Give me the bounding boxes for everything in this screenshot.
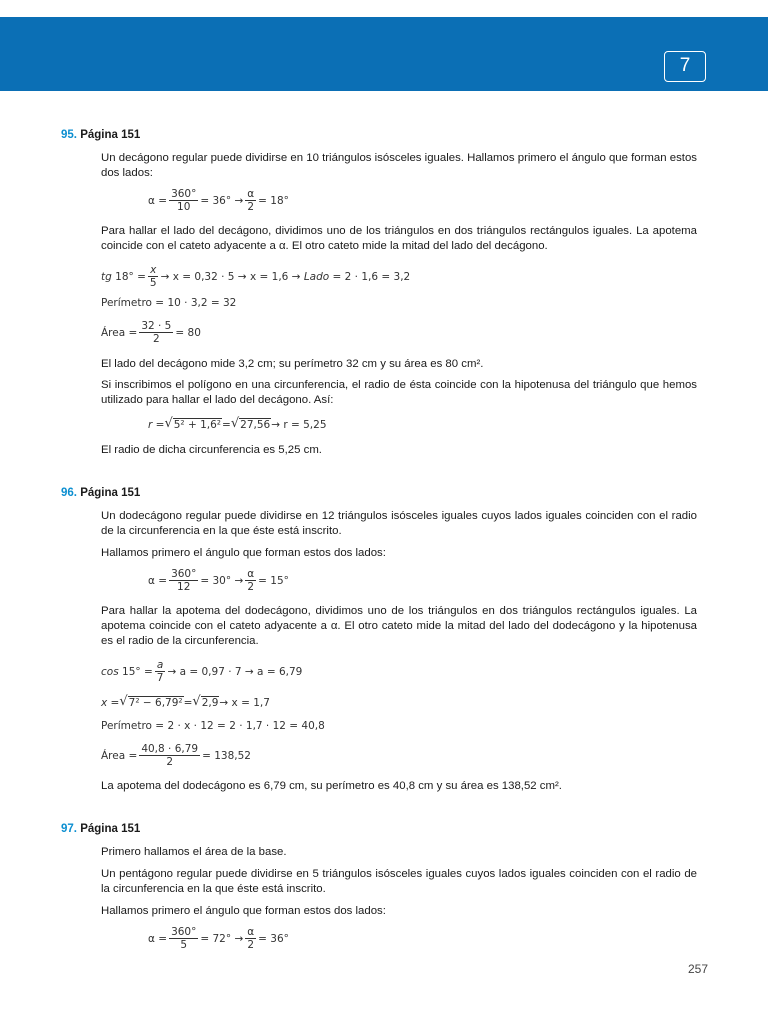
equation-area: Área = $\frac{32 \cdot 5}{2}$ = 80 bbox=[101, 320, 201, 345]
page-number: 257 bbox=[688, 962, 709, 976]
equation-alpha: α = $\frac{360^\circ}{10}$ = 36° → $\frac{\alpha}{2}$ = 18° bbox=[148, 188, 289, 213]
problem-page: Página 151 bbox=[80, 129, 141, 141]
paragraph: Hallamos primero el ángulo que forman estos dos lados: bbox=[101, 547, 386, 559]
paragraph: Un decágono regular puede dividirse en 10 triángulos isósceles iguales. Hallamos primero el ángulo que forman estos dos lados: bbox=[101, 152, 697, 179]
equation-perimeter: Perímetro = 10 · 3,2 = 32 bbox=[101, 297, 237, 309]
problem-page: Página 151 bbox=[80, 487, 141, 499]
paragraph: Si inscribimos el polígono en una circunferencia, el radio de ésta coincide con la hipotenusa del triángulo que hemos utilizado para hallar el lado del decágono. Así: bbox=[101, 379, 697, 406]
chapter-number: 7 bbox=[664, 51, 706, 82]
paragraph: Un dodecágono regular puede dividirse en 12 triángulos isósceles iguales cuyos lados iguales coinciden con el radio de la circunferencia en la que éste está inscrito. bbox=[101, 510, 697, 537]
paragraph: Hallamos primero el ángulo que forman estos dos lados: bbox=[101, 905, 386, 917]
equation-area: Área = $\frac{40,8 \cdot 6,79}{2}$ = 138,52 bbox=[101, 743, 251, 768]
problem-96-heading bbox=[61, 487, 140, 499]
equation-alpha: α = $\frac{360^\circ}{12}$ = 30° → $\frac{\alpha}{2}$ = 15° bbox=[148, 568, 289, 593]
equation-radius: r = √ 5² + 1,6² = √ 27,56 → r = 5,25 bbox=[148, 416, 327, 431]
equation-perimeter: Perímetro = 2 · x · 12 = 2 · 1,7 · 12 = 40,8 bbox=[101, 720, 325, 732]
paragraph: Primero hallamos el área de la base. bbox=[101, 846, 287, 858]
problem-number: 97. bbox=[61, 823, 77, 835]
equation-tangent: tg 18° = $\frac{x}{5}$ → x = 0,32 · 5 → x = 1,6 → Lado = 2 · 1,6 = 3,2 bbox=[101, 264, 411, 289]
problem-97-heading bbox=[61, 823, 140, 835]
problem-95-heading bbox=[61, 129, 140, 141]
equation-cosine: cos 15° = $\frac{a}{7}$ → a = 0,97 · 7 → a = 6,79 bbox=[101, 659, 303, 684]
paragraph: El lado del decágono mide 3,2 cm; su perímetro 32 cm y su área es 80 cm². bbox=[101, 358, 484, 370]
problem-number: 96. bbox=[61, 487, 77, 499]
paragraph: Para hallar el lado del decágono, dividimos uno de los triángulos en dos triángulos rectángulos iguales. La apotema coincide con el cateto adyacente a α. El otro cateto mide la mitad del lado del decágono. bbox=[101, 225, 697, 252]
equation-cathetus: x = √ 7² − 6,79² = √ 2,9 → x = 1,7 bbox=[101, 694, 270, 709]
equation-alpha: α = $\frac{360^\circ}{5}$ = 72° → $\frac{\alpha}{2}$ = 36° bbox=[148, 926, 289, 951]
paragraph: Un pentágono regular puede dividirse en 5 triángulos isósceles iguales cuyos lados iguales coinciden con el radio de la circunferencia en la que éste está inscrito. bbox=[101, 868, 697, 895]
problem-number: 95. bbox=[61, 129, 77, 141]
paragraph: El radio de dicha circunferencia es 5,25 cm. bbox=[101, 444, 322, 456]
header-band bbox=[0, 17, 768, 91]
paragraph: La apotema del dodecágono es 6,79 cm, su perímetro es 40,8 cm y su área es 138,52 cm². bbox=[101, 780, 562, 792]
paragraph: Para hallar la apotema del dodecágono, dividimos uno de los triángulos en dos triángulos rectángulos iguales. La apotema coincide con el cateto adyacente a α. El otro cateto mide la mitad del lado del dodecágono y la hipotenusa es el radio de la circunferencia. bbox=[101, 605, 697, 647]
problem-page: Página 151 bbox=[80, 823, 141, 835]
